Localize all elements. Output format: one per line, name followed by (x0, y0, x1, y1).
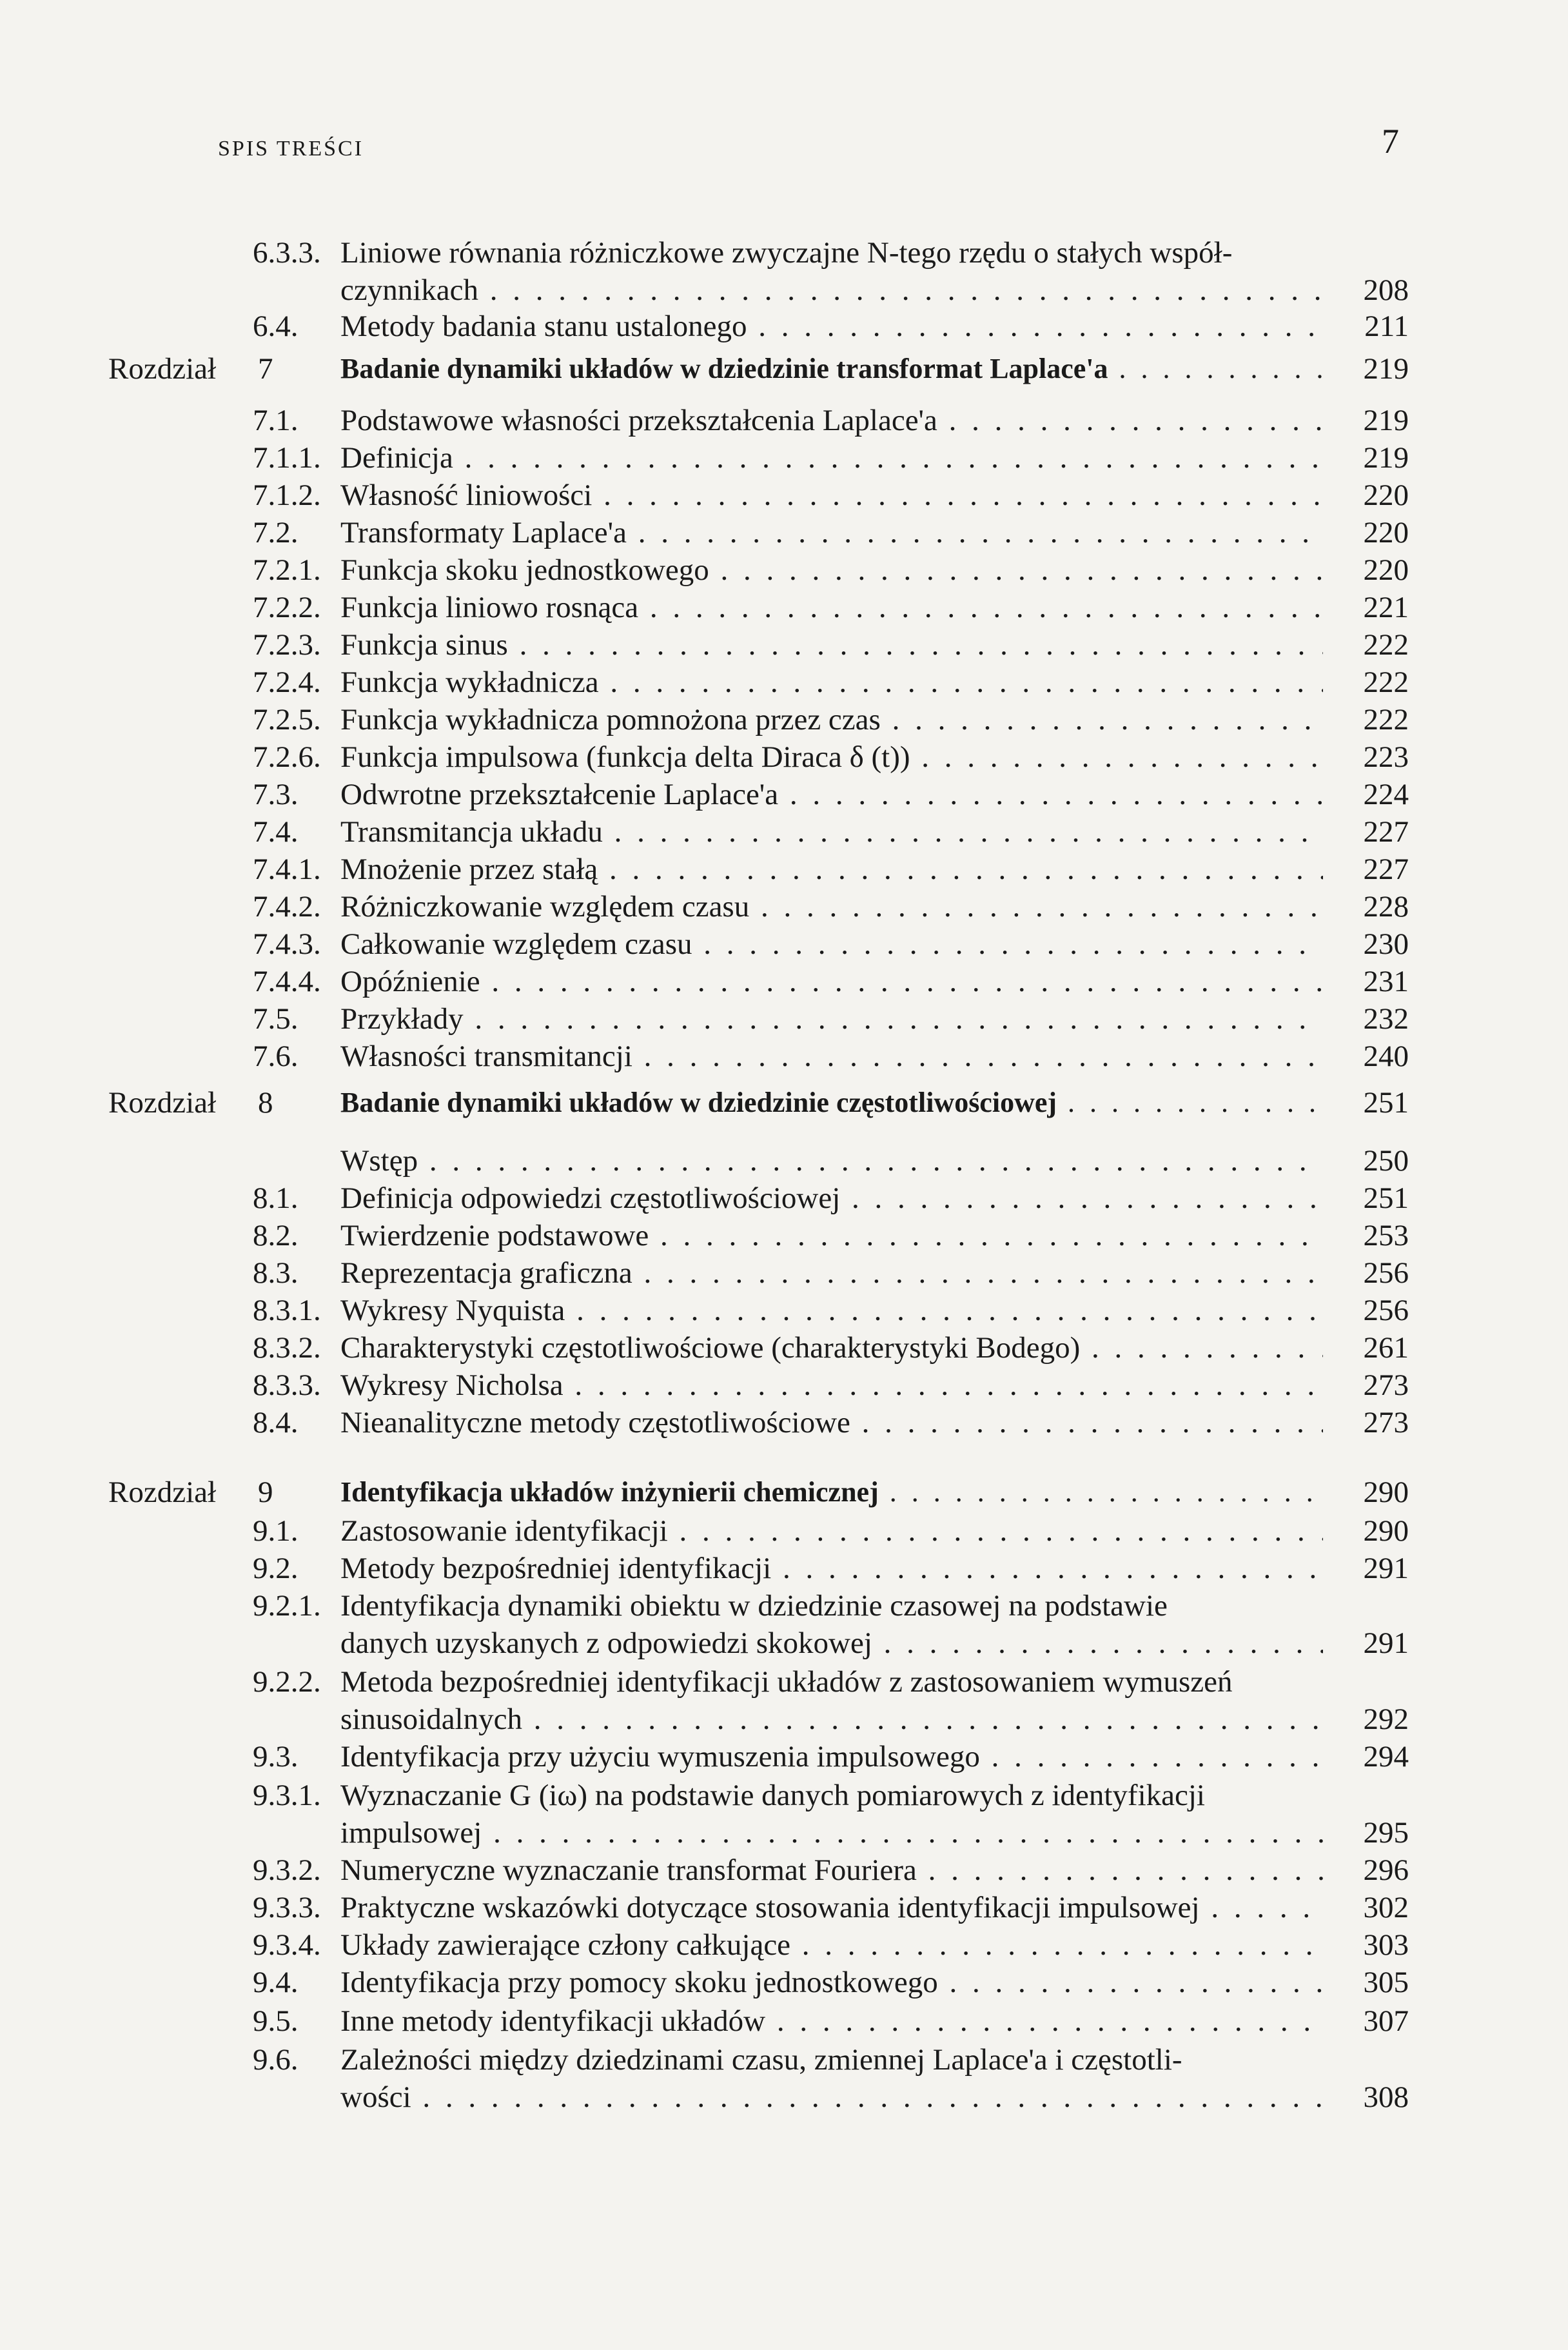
toc-page-number: 230 (1363, 927, 1409, 961)
toc-section-number: 7.4.2. (253, 890, 321, 923)
toc-page-number: 305 (1363, 1966, 1409, 1999)
toc-section-number: 6.4. (253, 310, 299, 343)
toc-entry (0, 1328, 1568, 1367)
toc-entry (0, 1000, 1568, 1038)
toc-page-number: 294 (1363, 1740, 1409, 1773)
toc-title (340, 1776, 1323, 1815)
toc-page-number: 273 (1363, 1406, 1409, 1439)
toc-title (340, 439, 1323, 477)
toc-title (340, 233, 1323, 272)
toc-page-number: 219 (1363, 404, 1409, 437)
toc-entry (0, 307, 1568, 346)
toc-entry (0, 962, 1568, 1001)
toc-title-text: Identyfikacja układów inżynierii chemicznej (340, 1476, 879, 1508)
toc-page-number: 208 (1363, 273, 1409, 307)
toc-entry (0, 626, 1568, 664)
toc-entry (0, 1403, 1568, 1442)
toc-entry (0, 1179, 1568, 1218)
toc-title (340, 700, 1323, 739)
toc-section-number: 8.3.3. (253, 1368, 321, 1402)
toc-page-number: 232 (1363, 1002, 1409, 1036)
toc-title-text: Definicja odpowiedzi częstotliwościowej (340, 1181, 841, 1215)
toc-title (340, 1963, 1323, 2002)
toc-title-text: Zastosowanie identyfikacji (340, 1514, 668, 1548)
toc-section-number: 9 (258, 1476, 273, 1509)
toc-title-text: Badanie dynamiki układów w dziedzinie częstotliwościowej (340, 1087, 1057, 1118)
toc-entry (0, 1963, 1568, 2002)
toc-entry (0, 1037, 1568, 1076)
toc-section-number: 7.2.5. (253, 703, 321, 736)
toc-page-number: 295 (1363, 1816, 1409, 1850)
toc-page-number: 261 (1363, 1331, 1409, 1365)
toc-title (340, 1291, 1323, 1330)
toc-entry (0, 1926, 1568, 1964)
toc-title (340, 2040, 1323, 2079)
toc-chapter-label: Rozdział (108, 1476, 217, 1509)
toc-title-text: Funkcja skoku jednostkowego (340, 553, 709, 587)
toc-entry (0, 1291, 1568, 1330)
toc-title-text: Funkcja liniowo rosnąca (340, 591, 639, 624)
toc-title (340, 738, 1323, 776)
toc-title (340, 1737, 1323, 1776)
toc-title (340, 1663, 1323, 1701)
toc-title (340, 1473, 1323, 1512)
toc-title-text: sinusoidalnych (340, 1703, 522, 1736)
toc-page-number: 296 (1363, 1853, 1409, 1887)
toc-section-number: 7.4. (253, 815, 299, 849)
toc-entry (0, 1663, 1568, 1701)
toc-title-text: Identyfikacja przy pomocy skoku jednostkowego (340, 1966, 938, 1999)
toc-title (340, 962, 1323, 1001)
toc-section-number: 8.3.1. (253, 1294, 321, 1327)
toc-title (340, 1037, 1323, 1076)
toc-entry (0, 813, 1568, 851)
toc-title-text: Wstęp (340, 1144, 418, 1178)
toc-section-number: 9.3.1. (253, 1779, 321, 1812)
toc-title-text: Funkcja wykładnicza (340, 666, 599, 699)
toc-title-text: Transmitancja układu (340, 815, 603, 849)
toc-entry (0, 1216, 1568, 1255)
toc-entry (0, 1813, 1568, 1852)
toc-section-number: 7.2.3. (253, 628, 321, 662)
toc-title (340, 588, 1323, 627)
toc-title (340, 307, 1323, 346)
toc-title-text: Funkcja wykładnicza pomnożona przez czas (340, 703, 881, 736)
toc-title (340, 1366, 1323, 1405)
toc-title (340, 1179, 1323, 1218)
toc-entry (0, 775, 1568, 814)
toc-title (340, 1624, 1323, 1663)
toc-title (340, 2002, 1323, 2040)
toc-entry (0, 513, 1568, 552)
toc-page-number: 222 (1363, 628, 1409, 662)
toc-title-text: Podstawowe własności przekształcenia Laplace'a (340, 404, 937, 437)
toc-title-text: Funkcja sinus (340, 628, 508, 662)
toc-page-number: 224 (1363, 778, 1409, 811)
toc-section-number: 7.4.1. (253, 853, 321, 886)
toc-entry (0, 439, 1568, 477)
toc-entry (0, 1549, 1568, 1588)
toc-page-number: 291 (1363, 1626, 1409, 1660)
toc-title (340, 1813, 1323, 1852)
toc-title-text: Numeryczne wyznaczanie transformat Fouriera (340, 1853, 917, 1887)
toc-section-number: 7.1.1. (253, 441, 321, 475)
toc-title-text: Definicja (340, 441, 453, 475)
toc-title (340, 350, 1323, 388)
toc-title-text: Transformaty Laplace'a (340, 516, 627, 549)
toc-entry (0, 1473, 1568, 1512)
toc-entry (0, 663, 1568, 702)
toc-page-number: 256 (1363, 1294, 1409, 1327)
toc-section-number: 8.1. (253, 1181, 299, 1215)
toc-page-number: 253 (1363, 1219, 1409, 1252)
toc-title-text: Identyfikacja przy użyciu wymuszenia impulsowego (340, 1740, 980, 1773)
toc-entry (0, 476, 1568, 515)
toc-title-text: Odwrotne przekształcenie Laplace'a (340, 778, 779, 811)
toc-page-number: 251 (1363, 1086, 1409, 1120)
toc-section-number: 8.3. (253, 1256, 299, 1290)
toc-entry (0, 233, 1568, 272)
toc-title-text: Inne metody identyfikacji układów (340, 2004, 766, 2038)
toc-entry (0, 1888, 1568, 1927)
toc-page-number: 307 (1363, 2004, 1409, 2038)
toc-page-number: 308 (1363, 2080, 1409, 2114)
page-number: 7 (1382, 122, 1399, 161)
toc-title-text: Charakterystyki częstotliwościowe (charakterystyki Bodego) (340, 1331, 1081, 1365)
toc-title (340, 476, 1323, 515)
toc-entry (0, 887, 1568, 926)
toc-entry (0, 1700, 1568, 1739)
toc-title (340, 1512, 1323, 1550)
toc-title (340, 1700, 1323, 1739)
toc-page-number: 228 (1363, 890, 1409, 923)
toc-section-number: 7.3. (253, 778, 299, 811)
toc-entry (0, 1083, 1568, 1122)
toc-page-number: 227 (1363, 853, 1409, 886)
toc-title (340, 850, 1323, 889)
toc-title (340, 887, 1323, 926)
toc-section-number: 7.2.2. (253, 591, 321, 624)
toc-entry (0, 1141, 1568, 1180)
toc-entry (0, 271, 1568, 310)
toc-title-text: Układy zawierające człony całkujące (340, 1928, 791, 1962)
toc-title (340, 1328, 1323, 1367)
toc-page-number: 219 (1363, 352, 1409, 386)
toc-page-number: 302 (1363, 1891, 1409, 1924)
toc-section-number: 8.2. (253, 1219, 299, 1252)
toc-title (340, 925, 1323, 963)
toc-title-text: Reprezentacja graficzna (340, 1256, 632, 1290)
toc-entry (0, 588, 1568, 627)
toc-title-text: Funkcja impulsowa (funkcja delta Diraca δ (t)) (340, 740, 910, 774)
toc-title (340, 663, 1323, 702)
toc-title-text: Własności transmitancji (340, 1040, 632, 1073)
toc-title-text: Wyznaczanie G (iω) na podstawie danych pomiarowych z identyfikacji (340, 1779, 1205, 1812)
toc-entry (0, 925, 1568, 963)
toc-title (340, 626, 1323, 664)
toc-title (340, 401, 1323, 440)
toc-entry (0, 1586, 1568, 1625)
toc-section-number: 9.3.2. (253, 1853, 321, 1887)
toc-page-number: 290 (1363, 1476, 1409, 1509)
toc-section-number: 7.2.6. (253, 740, 321, 774)
toc-page-number: 220 (1363, 553, 1409, 587)
toc-title-text: Przykłady (340, 1002, 464, 1036)
toc-section-number: 7.6. (253, 1040, 299, 1073)
toc-entry (0, 738, 1568, 776)
toc-section-number: 7.4.3. (253, 927, 321, 961)
toc-section-number: 7.2.1. (253, 553, 321, 587)
toc-title (340, 551, 1323, 589)
toc-title-text: Praktyczne wskazówki dotyczące stosowania identyfikacji impulsowej (340, 1891, 1200, 1924)
toc-entry (0, 1737, 1568, 1776)
toc-chapter-label: Rozdział (108, 1086, 217, 1120)
running-head: SPIS TREŚCI (218, 137, 364, 161)
toc-title-text: Twierdzenie podstawowe (340, 1219, 649, 1252)
toc-section-number: 8.3.2. (253, 1331, 321, 1365)
toc-section-number: 9.3.4. (253, 1928, 321, 1962)
toc-entry (0, 700, 1568, 739)
toc-title (340, 1254, 1323, 1292)
toc-section-number: 6.3.3. (253, 236, 321, 270)
toc-section-number: 9.3. (253, 1740, 299, 1773)
toc-section-number: 8.4. (253, 1406, 299, 1439)
toc-page-number: 223 (1363, 740, 1409, 774)
toc-page-number: 250 (1363, 1144, 1409, 1178)
toc-section-number: 7.2.4. (253, 666, 321, 699)
toc-page-number: 221 (1363, 591, 1409, 624)
toc-title-text: Mnożenie przez stałą (340, 853, 598, 886)
toc-page-number: 220 (1363, 516, 1409, 549)
toc-title (340, 1851, 1323, 1890)
toc-title (340, 1549, 1323, 1588)
toc-section-number: 7.1. (253, 404, 299, 437)
toc-page-number: 227 (1363, 815, 1409, 849)
toc-entry (0, 2078, 1568, 2117)
toc-title-text: Metoda bezpośredniej identyfikacji układów z zastosowaniem wymuszeń (340, 1665, 1233, 1699)
toc-title (340, 1000, 1323, 1038)
toc-chapter-label: Rozdział (108, 352, 217, 386)
toc-title-text: Metody bezpośredniej identyfikacji (340, 1552, 772, 1585)
toc-page-number: 219 (1363, 441, 1409, 475)
toc-title-text: Badanie dynamiki układów w dziedzinie transformat Laplace'a (340, 353, 1108, 384)
toc-title (340, 513, 1323, 552)
toc-section-number: 8 (258, 1086, 273, 1120)
toc-page-number: 240 (1363, 1040, 1409, 1073)
toc-title (340, 1216, 1323, 1255)
toc-entry (0, 551, 1568, 589)
toc-section-number: 7.1.2. (253, 479, 321, 512)
toc-title (340, 2078, 1323, 2117)
toc-page-number: 292 (1363, 1703, 1409, 1736)
toc-title-text: Nieanalityczne metody częstotliwościowe (340, 1406, 850, 1439)
toc-entry (0, 1624, 1568, 1663)
toc-section-number: 9.4. (253, 1966, 299, 1999)
toc-title (340, 775, 1323, 814)
toc-entry (0, 1366, 1568, 1405)
toc-section-number: 7.2. (253, 516, 299, 549)
toc-page-number: 291 (1363, 1552, 1409, 1585)
toc-section-number: 7.4.4. (253, 965, 321, 998)
toc-page-number: 303 (1363, 1928, 1409, 1962)
toc-entry (0, 1776, 1568, 1815)
toc-entry (0, 2002, 1568, 2040)
toc-entry (0, 350, 1568, 388)
toc-entry (0, 1851, 1568, 1890)
toc-page-number: 273 (1363, 1368, 1409, 1402)
toc-section-number: 9.5. (253, 2004, 299, 2038)
toc-title-text: Wykresy Nicholsa (340, 1368, 564, 1402)
toc-section-number: 9.2.1. (253, 1589, 321, 1623)
toc-section-number: 7.5. (253, 1002, 299, 1036)
toc-title-text: wości (340, 2080, 411, 2114)
toc-section-number: 9.1. (253, 1514, 299, 1548)
toc-title-text: impulsowej (340, 1816, 482, 1850)
toc-entry (0, 401, 1568, 440)
toc-title (340, 1926, 1323, 1964)
toc-page-number: 222 (1363, 666, 1409, 699)
toc-page-number: 231 (1363, 965, 1409, 998)
toc-title-text: Wykresy Nyquista (340, 1294, 565, 1327)
toc-page-number: 222 (1363, 703, 1409, 736)
toc-page-number: 256 (1363, 1256, 1409, 1290)
toc-entry (0, 2040, 1568, 2079)
toc-title-text: Opóźnienie (340, 965, 480, 998)
toc-section-number: 9.6. (253, 2043, 299, 2077)
toc-section-number: 7 (258, 352, 273, 386)
toc-entry (0, 850, 1568, 889)
toc-section-number: 9.2. (253, 1552, 299, 1585)
toc-title (340, 1141, 1323, 1180)
toc-title (340, 1083, 1323, 1122)
toc-title (340, 1888, 1323, 1927)
toc-title-text: Różniczkowanie względem czasu (340, 890, 750, 923)
toc-page-number: 220 (1363, 479, 1409, 512)
toc-page-number: 290 (1363, 1514, 1409, 1548)
toc-title (340, 1403, 1323, 1442)
toc-title-text: Liniowe równania różniczkowe zwyczajne N-tego rzędu o stałych współ- (340, 236, 1233, 270)
toc-page-number: 211 (1364, 310, 1409, 343)
toc-title-text: Całkowanie względem czasu (340, 927, 692, 961)
toc-section-number: 9.3.3. (253, 1891, 321, 1924)
toc-title-text: danych uzyskanych z odpowiedzi skokowej (340, 1626, 872, 1660)
toc-entry (0, 1512, 1568, 1550)
toc-title (340, 271, 1323, 310)
toc-title-text: Własność liniowości (340, 479, 593, 512)
toc-page-number: 251 (1363, 1181, 1409, 1215)
toc-title-text: czynnikach (340, 273, 479, 307)
toc-entry (0, 1254, 1568, 1292)
toc-section-number: 9.2.2. (253, 1665, 321, 1699)
toc-title (340, 813, 1323, 851)
toc-title-text: Metody badania stanu ustalonego (340, 310, 747, 343)
toc-title-text: Zależności między dziedzinami czasu, zmiennej Laplace'a i częstotli- (340, 2043, 1182, 2077)
toc-title-text: Identyfikacja dynamiki obiektu w dziedzinie czasowej na podstawie (340, 1589, 1168, 1623)
toc-title (340, 1586, 1323, 1625)
